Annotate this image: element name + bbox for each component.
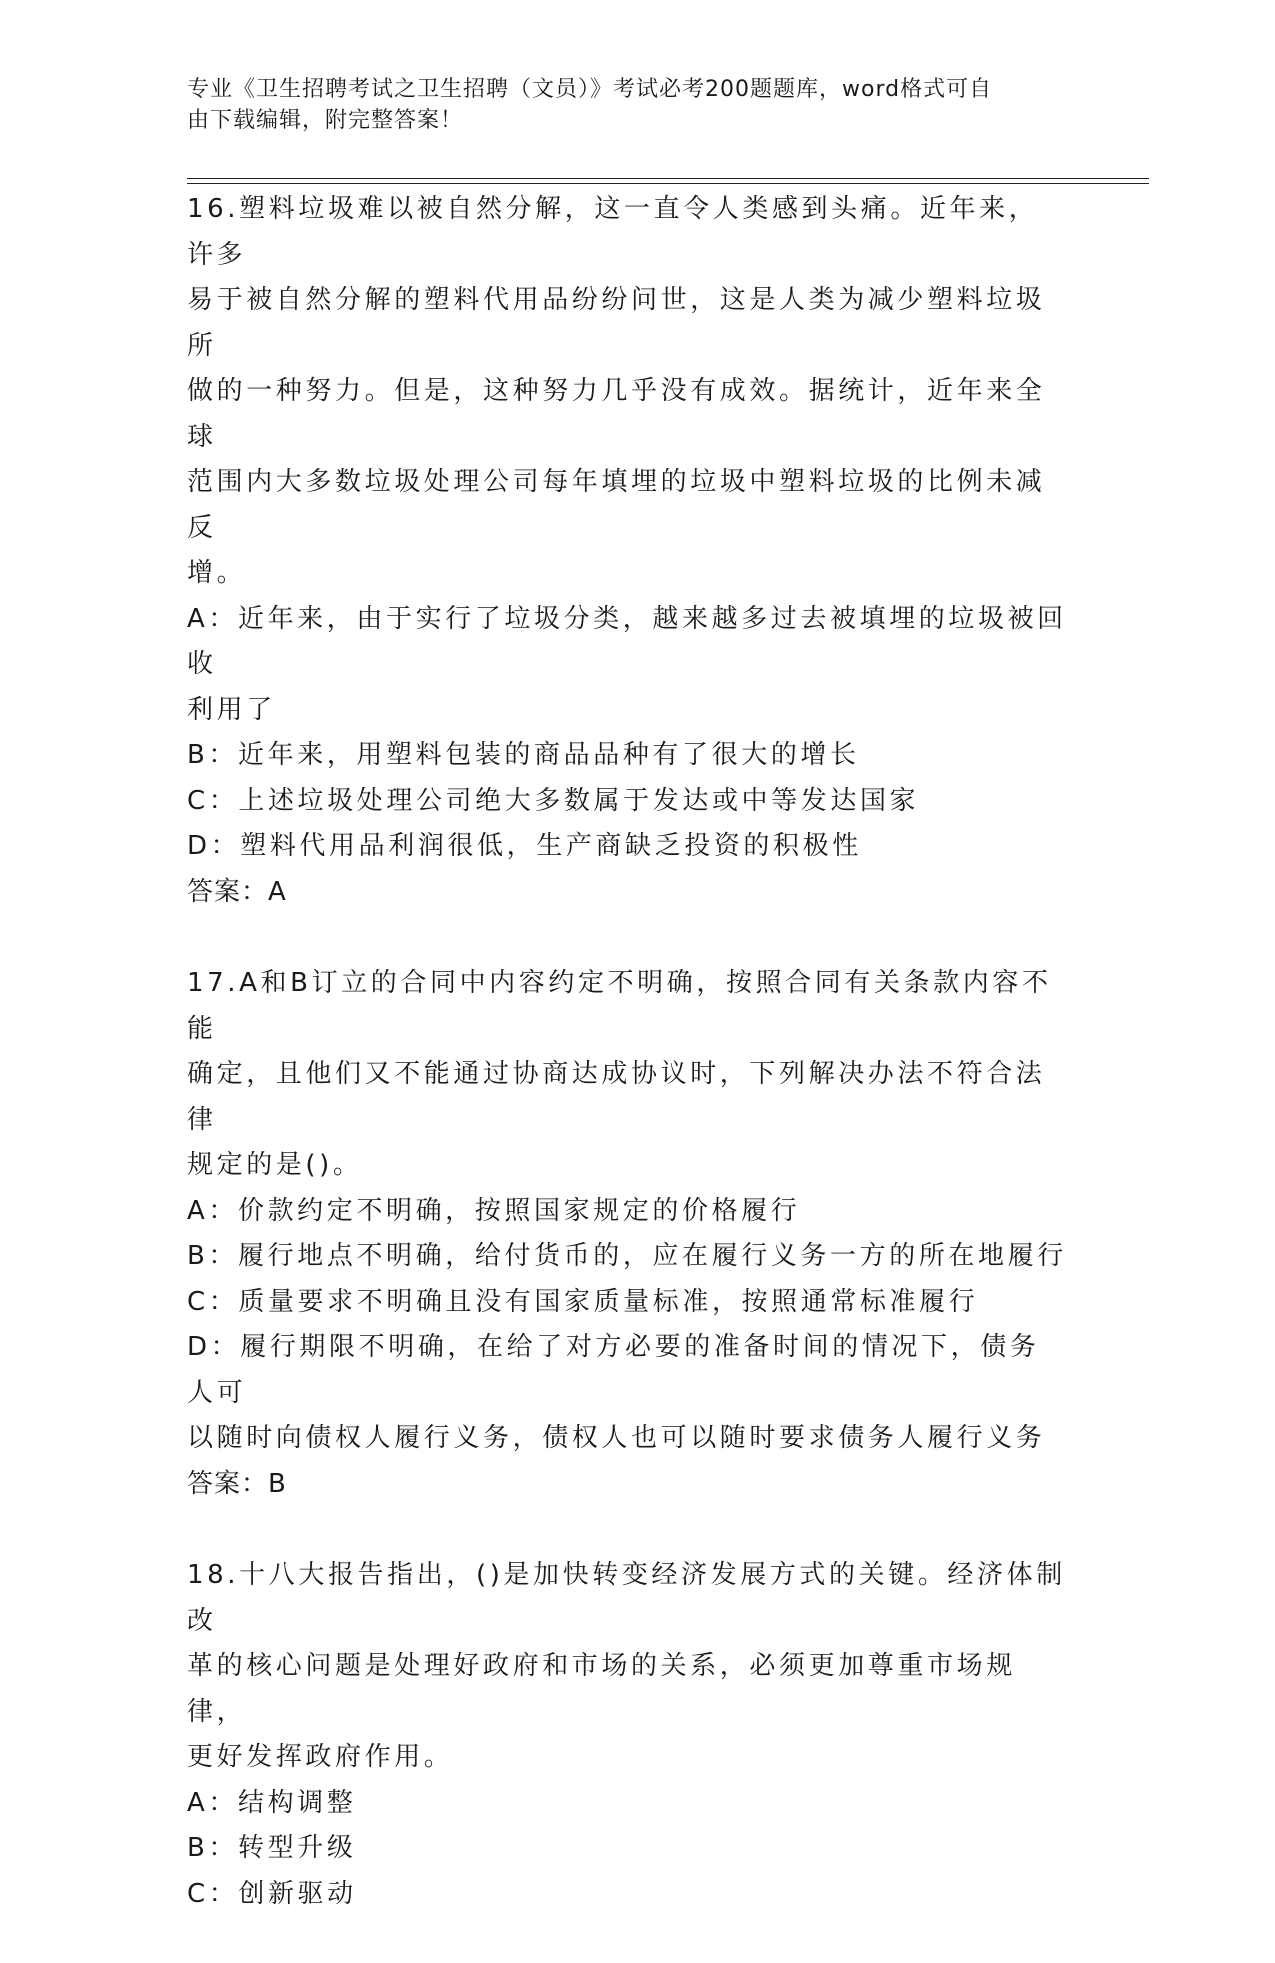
question-16 [187, 187, 1067, 915]
question-18 [187, 1553, 1067, 1917]
header-line-2: 由下载编辑，附完整答案！ [187, 108, 464, 133]
question-stem-line: 规定的是()。 [187, 1150, 363, 1180]
option-b-line: B：转型升级 [187, 1833, 357, 1863]
option-a-line: 利用了 [187, 694, 276, 725]
option-b-line: B：履行地点不明确，给付货币的，应在履行义务一方的所在地履行 [187, 1241, 1067, 1271]
question-stem-line: 范围内大多数垃圾处理公司每年填埋的垃圾中塑料垃圾的比例未减反 [187, 467, 1046, 543]
header-line-1: 专业《卫生招聘考试之卫生招聘（文员）》考试必考200题题库，word格式可自 [187, 77, 993, 102]
document-header [187, 74, 1067, 136]
option-c-line: C：上述垃圾处理公司绝大多数属于发达或中等发达国家 [187, 785, 920, 816]
question-stem-line: 易于被自然分解的塑料代用品纷纷问世，这是人类为减少塑料垃圾所 [187, 285, 1046, 361]
option-c-line: C：创新驱动 [187, 1878, 357, 1909]
option-a-line: A：结构调整 [187, 1787, 357, 1818]
option-a-line: A：价款约定不明确，按照国家规定的价格履行 [187, 1195, 801, 1226]
question-stem-line: 确定，且他们又不能通过协商达成协议时，下列解决办法不符合法律 [187, 1059, 1046, 1135]
option-b-line: B：近年来，用塑料包装的商品品种有了很大的增长 [187, 740, 860, 770]
question-stem-line: 革的核心问题是处理好政府和市场的关系，必须更加尊重市场规律， [187, 1651, 1016, 1727]
header-divider-bottom [187, 183, 1149, 184]
question-list [187, 187, 1067, 1963]
question-stem-line: 16.塑料垃圾难以被自然分解，这一直令人类感到头痛。近年来，许多 [187, 194, 1039, 270]
answer-label: 答案：B [187, 1468, 287, 1499]
option-d-line: D：履行期限不明确，在给了对方必要的准备时间的情况下，债务人可 [187, 1332, 1040, 1408]
header-divider-top [187, 178, 1149, 179]
question-stem-line: 更好发挥政府作用。 [187, 1742, 454, 1772]
question-stem-line: 18.十八大报告指出，()是加快转变经济发展方式的关键。经济体制改 [187, 1560, 1066, 1636]
option-d-line: D：塑料代用品利润很低，生产商缺乏投资的积极性 [187, 831, 862, 861]
question-17 [187, 961, 1067, 1507]
question-stem-line: 17.A和B订立的合同中内容约定不明确，按照合同有关条款内容不能 [187, 968, 1052, 1044]
question-stem-line: 做的一种努力。但是，这种努力几乎没有成效。据统计，近年来全球 [187, 376, 1046, 452]
question-stem-line: 增。 [187, 558, 247, 588]
option-a-line: A：近年来，由于实行了垃圾分类，越来越多过去被填埋的垃圾被回收 [187, 603, 1067, 679]
answer-label: 答案：A [187, 876, 287, 907]
option-c-line: C：质量要求不明确且没有国家质量标准，按照通常标准履行 [187, 1286, 979, 1317]
option-d-line: 以随时向债权人履行义务，债权人也可以随时要求债务人履行义务 [187, 1423, 1046, 1453]
